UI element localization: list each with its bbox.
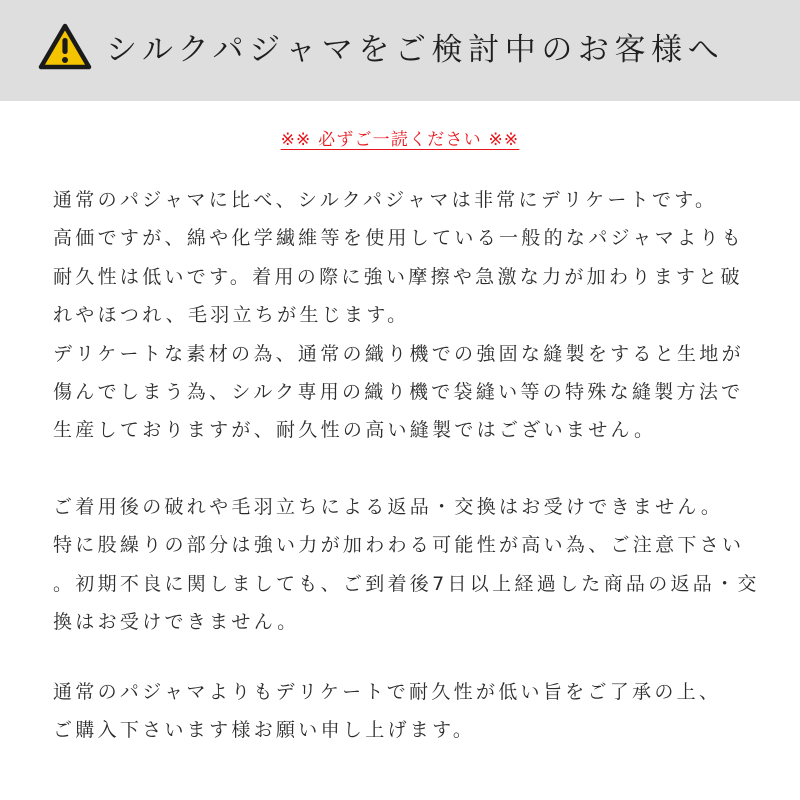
text-line: 生産しておりますが、耐久性の高い縫製ではございません。: [53, 419, 657, 442]
text-line: 通常のパジャマに比べ、シルクパジャマは非常にデリケートです。: [53, 189, 718, 211]
header-title: シルクパジャマをご検討中のお客様へ: [106, 32, 725, 68]
text-line: 耐久性は低いです。着用の際に強い摩擦や急激な力が加わりますと破: [53, 265, 743, 288]
warning-triangle-icon: [37, 22, 93, 72]
paragraph-return-policy: [53, 488, 773, 642]
text-line: デリケートな素材の為、通常の織り機での強固な縫製をすると生地が: [53, 342, 744, 365]
notice-text: ※※ 必ずご一読ください ※※: [280, 130, 520, 150]
text-line: 特に股繰りの部分は強い力が加わわる可能性が高い為、ご注意下さい: [53, 534, 745, 557]
paragraph-closing-request: [53, 673, 773, 750]
text-line: 通常のパジャマよりもデリケートで耐久性が低い旨をご了承の上、: [53, 681, 722, 703]
text-line: 傷んでしまう為、シルク専用の織り機で袋縫い等の特殊な縫製方法で: [53, 380, 744, 403]
notice-heading: [0, 126, 800, 154]
text-line: 。初期不良に関しましても、ご到着後7日以上経過した商品の返品・交: [53, 572, 760, 595]
header-banner: [0, 0, 800, 101]
text-line: れやほつれ、毛羽立ちが生じます。: [53, 304, 410, 327]
text-line: ご着用後の破れや毛羽立ちによる返品・交換はお受けできません。: [53, 496, 724, 518]
paragraph-delicate-material: [53, 181, 773, 450]
text-line: 高価ですが、綿や化学繊維等を使用している一般的なパジャマよりも: [53, 227, 744, 250]
text-line: 換はお受けできません。: [53, 611, 300, 634]
text-line: ご購入下さいます様お願い申し上げます。: [53, 719, 476, 742]
